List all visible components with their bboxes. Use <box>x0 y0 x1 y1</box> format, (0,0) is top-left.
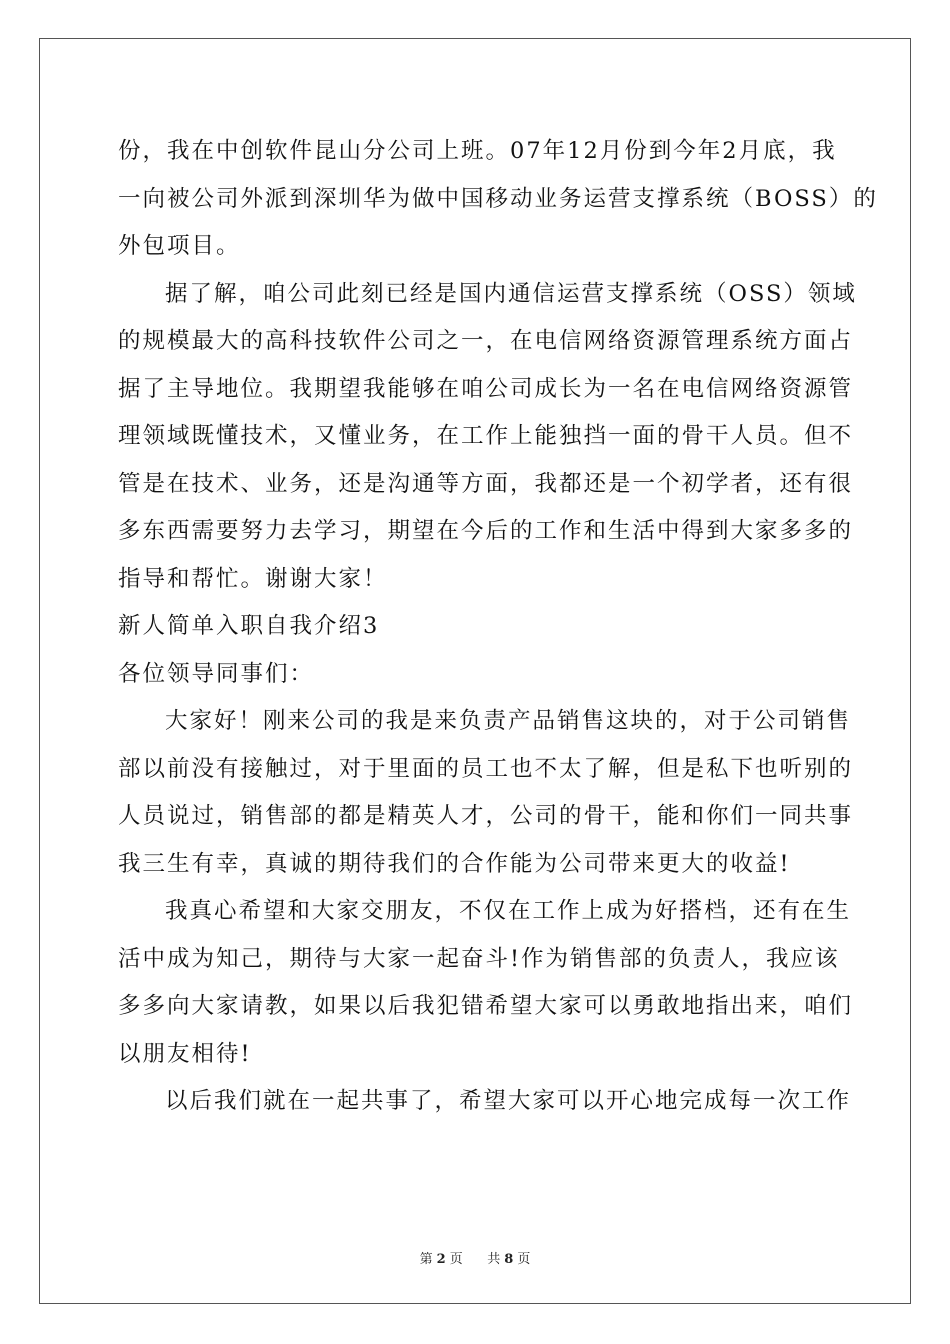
text-line: 多东西需要努力去学习，期望在今后的工作和生活中得到大家多多的 <box>118 518 854 544</box>
total-suffix: 页 <box>517 1252 531 1267</box>
text-line: 一向被公司外派到深圳华为做中国移动业务运营支撑系统（BOSS）的 <box>118 185 878 212</box>
page-number: 2 <box>436 1252 446 1267</box>
page-prefix: 第 <box>419 1252 433 1267</box>
text-line: 指导和帮忙。谢谢大家！ <box>118 565 388 592</box>
page-footer <box>0 1248 950 1267</box>
document-body <box>118 128 878 1126</box>
text-line: 部以前没有接触过，对于里面的员工也不太了解，但是私下也听别的 <box>118 755 854 782</box>
text-line: 的规模最大的高科技软件公司之一，在电信网络资源管理系统方面占 <box>118 328 854 354</box>
text-line: 多多向大家请教，如果以后我犯错希望大家可以勇敢地指出来，咱们 <box>118 993 854 1019</box>
page-indicator <box>418 1252 465 1267</box>
text-line: 我三生有幸，真诚的期待我们的合作能为公司带来更大的收益! <box>118 850 791 877</box>
text-line: 人员说过，销售部的都是精英人才，公司的骨干，能和你们一同共事 <box>118 803 854 829</box>
salutation: 各位领导同事们： <box>118 660 315 687</box>
text-line: 据了主导地位。我期望我能够在咱公司成长为一名在电信网络资源管 <box>118 375 854 402</box>
page-suffix: 页 <box>449 1252 463 1267</box>
text-line: 外包项目。 <box>118 233 241 259</box>
text-line: 理领域既懂技术，又懂业务，在工作上能独挡一面的骨干人员。但不 <box>118 423 854 449</box>
text-line: 管是在技术、业务，还是沟通等方面，我都还是一个初学者，还有很 <box>118 470 854 497</box>
paragraph-start-line: 我真心希望和大家交朋友，不仅在工作上成为好搭档，还有在生 <box>165 898 852 924</box>
paragraph-start-line: 据了解，咱公司此刻已经是国内通信运营支撑系统（OSS）领域 <box>165 280 857 307</box>
total-pages-indicator <box>485 1252 532 1267</box>
paragraph-start-line: 以后我们就在一起共事了，希望大家可以开心地完成每一次工作 <box>165 1088 852 1114</box>
text-line: 以朋友相待! <box>118 1040 252 1067</box>
text-line: 份，我在中创软件昆山分公司上班。07年12月份到今年2月底，我 <box>118 138 837 164</box>
text-line: 活中成为知己，期待与大家一起奋斗!作为销售部的负责人，我应该 <box>118 945 840 972</box>
total-pages: 8 <box>504 1252 514 1267</box>
section-heading: 新人简单入职自我介绍3 <box>118 613 380 639</box>
total-prefix: 共 <box>487 1252 501 1267</box>
paragraph-start-line: 大家好！刚来公司的我是来负责产品销售这块的，对于公司销售 <box>165 708 852 734</box>
